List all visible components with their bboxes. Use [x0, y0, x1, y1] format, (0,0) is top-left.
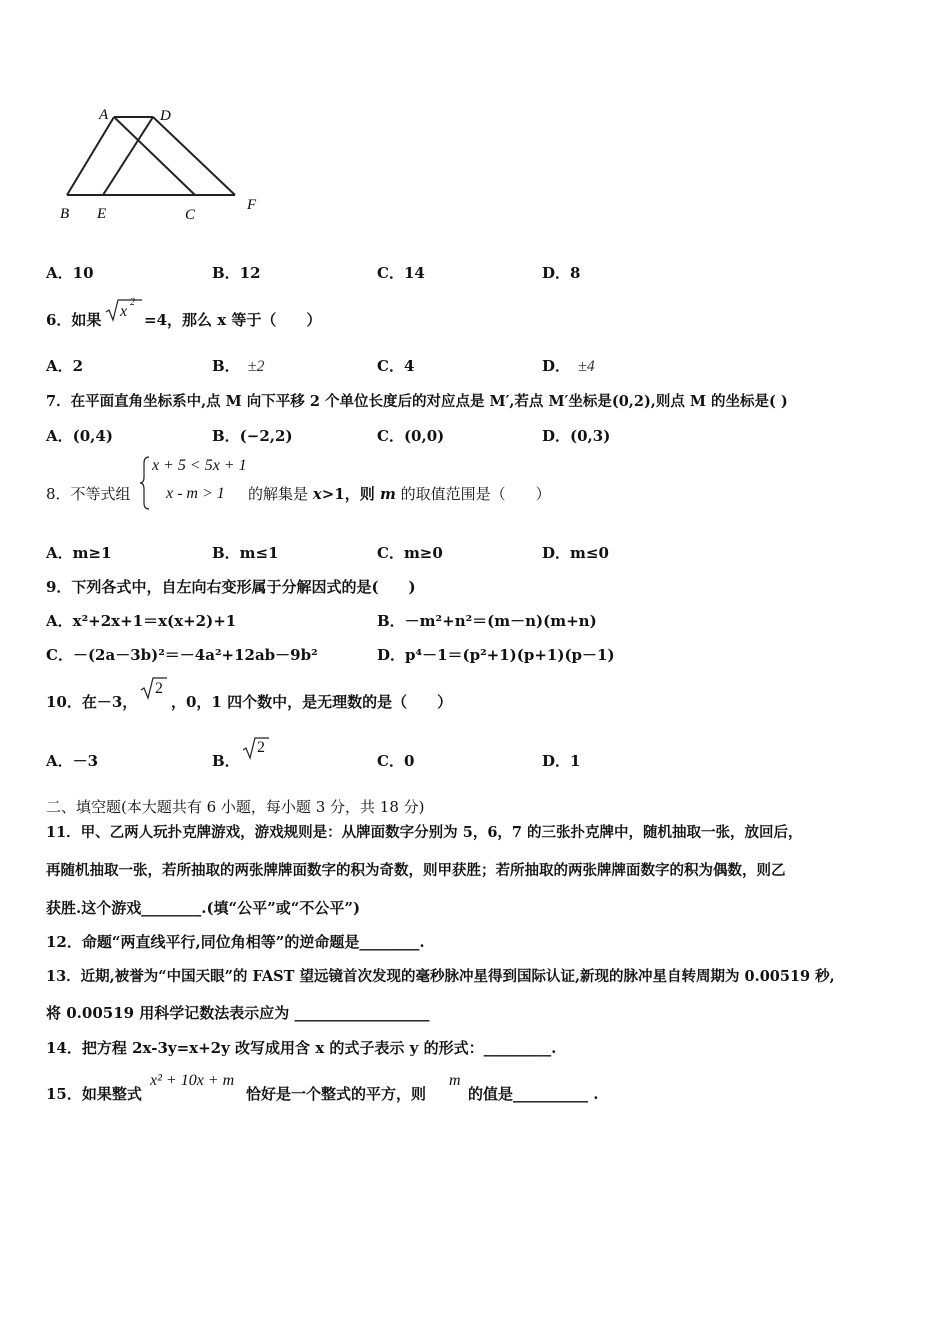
q7-option-b[interactable]: B．(−2,2) [212, 427, 293, 445]
label-E: E [97, 206, 107, 222]
q6-option-d-value: ±4 [578, 358, 595, 375]
q13-line-2: 将 0.00519 用科学记数法表示应为 __________________ [46, 1004, 430, 1022]
q6-option-b-label: B． [212, 357, 240, 375]
q10-sqrt-sign [139, 676, 169, 702]
q10-option-b-label: B． [212, 752, 240, 770]
q10-option-b-sqrt-sign [241, 736, 271, 762]
segment-AC [114, 117, 195, 195]
q8-inequality-1: x + 5 < 5x + 1 [152, 457, 247, 474]
q5-option-d[interactable]: D．8 [542, 264, 581, 282]
q6-stem-pre: 6．如果 [46, 311, 102, 329]
q6-option-d-label: D． [542, 357, 571, 375]
q7-option-c[interactable]: C．(0,0) [377, 427, 445, 445]
q11-line-3: 获胜.这个游戏________.(填“公平”或“不公平”) [46, 899, 361, 917]
label-A: A [99, 107, 109, 123]
segment-DF [153, 117, 235, 195]
q15-stem-pre: 15．如果整式 [46, 1085, 142, 1103]
q7-option-a[interactable]: A．(0,4) [46, 427, 113, 445]
q8-post-3: 的取值范围是（ ） [395, 485, 551, 503]
q8-post-m: m [379, 485, 396, 503]
q11-line-2: 再随机抽取一张，若所抽取的两张牌牌面数字的积为奇数，则甲获胜；若所抽取的两张牌牌面数字的积为偶数，则乙 [46, 862, 786, 879]
section-2-title: 二、填空题(本大题共有 6 小题，每小题 3 分，共 18 分) [46, 798, 425, 816]
q15-variable: m [449, 1072, 461, 1089]
q9-option-a[interactable]: A．x²+2x+1＝x(x+2)+1 [46, 612, 237, 630]
q5-option-c[interactable]: C．14 [377, 264, 425, 282]
q15-stem-post: 的值是__________ . [468, 1085, 599, 1103]
q8-option-c[interactable]: C．m≥0 [377, 544, 443, 562]
q6-exponent: 2 [130, 297, 135, 308]
q6-option-b-value: ±2 [247, 358, 265, 375]
q10-radicand: 2 [155, 680, 163, 697]
q8-stem-pre: 8．不等式组 [46, 485, 131, 503]
segment-AB [67, 117, 114, 195]
q5-option-b[interactable]: B．12 [212, 264, 261, 282]
q10-option-b[interactable] [212, 750, 240, 771]
q8-inequality-2: x - m > 1 [166, 485, 225, 502]
label-C: C [185, 207, 196, 223]
q7-option-d[interactable]: D．(0,3) [542, 427, 611, 445]
q8-post-x: x [312, 485, 322, 503]
q12-text: 12．命题“两直线平行,同位角相等”的逆命题是________. [46, 933, 425, 951]
q6-option-b[interactable] [212, 355, 264, 376]
q11-line-1: 11．甲、乙两人玩扑克牌游戏，游戏规则是：从牌面数字分别为 5，6，7 的三张扑克牌中，随机抽取一张，放回后， [46, 824, 803, 841]
q10-option-d[interactable]: D．1 [542, 752, 581, 770]
q9-option-b[interactable]: B．－m²+n²＝(m－n)(m+n) [377, 612, 597, 630]
q15-stem-mid: 恰好是一个整式的平方，则 [246, 1085, 427, 1103]
q10-option-c[interactable]: C．0 [377, 752, 415, 770]
q15-expression: x² + 10x + m [150, 1072, 235, 1089]
q8-option-a[interactable]: A．m≥1 [46, 544, 112, 562]
segment-DE [103, 117, 153, 195]
q10-option-b-radicand: 2 [257, 739, 265, 756]
q7-stem: 7．在平面直角坐标系中,点 M 向下平移 2 个单位长度后的对应点是 M′,若点 M′坐标是(0,2),则点 M 的坐标是( ) [46, 393, 788, 410]
q8-option-b[interactable]: B．m≤1 [212, 544, 279, 562]
q6-radicand: x [120, 303, 128, 320]
q14-text: 14．把方程 2x-3y=x+2y 改写成用含 x 的式子表示 y 的形式：_________. [46, 1039, 557, 1057]
q9-stem: 9．下列各式中，自左向右变形属于分解因式的是( ) [46, 578, 416, 596]
q6-option-d[interactable] [542, 355, 595, 376]
q8-brace [139, 455, 151, 511]
label-B: B [60, 206, 70, 222]
label-D: D [160, 108, 171, 124]
label-F: F [247, 197, 257, 213]
q6-stem-post: =4，那么 x 等于（ ） [144, 311, 322, 329]
geometry-figure [55, 100, 275, 230]
q8-post-2: >1，则 [321, 485, 380, 503]
q9-option-c[interactable]: C．－(2a－3b)²＝－4a²+12ab－9b² [46, 646, 318, 664]
q8-stem-post [248, 483, 551, 504]
q10-stem-pre: 10．在－3， [46, 693, 138, 711]
q10-stem-post: ，0，1 四个数中，是无理数的是（ ） [171, 693, 453, 711]
q8-option-d[interactable]: D．m≤0 [542, 544, 609, 562]
q10-option-a[interactable]: A．－3 [46, 752, 99, 770]
q9-option-d[interactable]: D．p⁴－1＝(p²+1)(p+1)(p－1) [377, 646, 615, 664]
q8-post-1: 的解集是 [248, 485, 313, 503]
q6-option-c[interactable]: C．4 [377, 357, 415, 375]
q6-option-a[interactable]: A．2 [46, 357, 84, 375]
q5-option-a[interactable]: A．10 [46, 264, 94, 282]
q13-line-1: 13．近期,被誉为“中国天眼”的 FAST 望远镜首次发现的毫秒脉冲星得到国际认证,新现的脉冲星自转周期为 0.00519 秒, [46, 968, 835, 985]
